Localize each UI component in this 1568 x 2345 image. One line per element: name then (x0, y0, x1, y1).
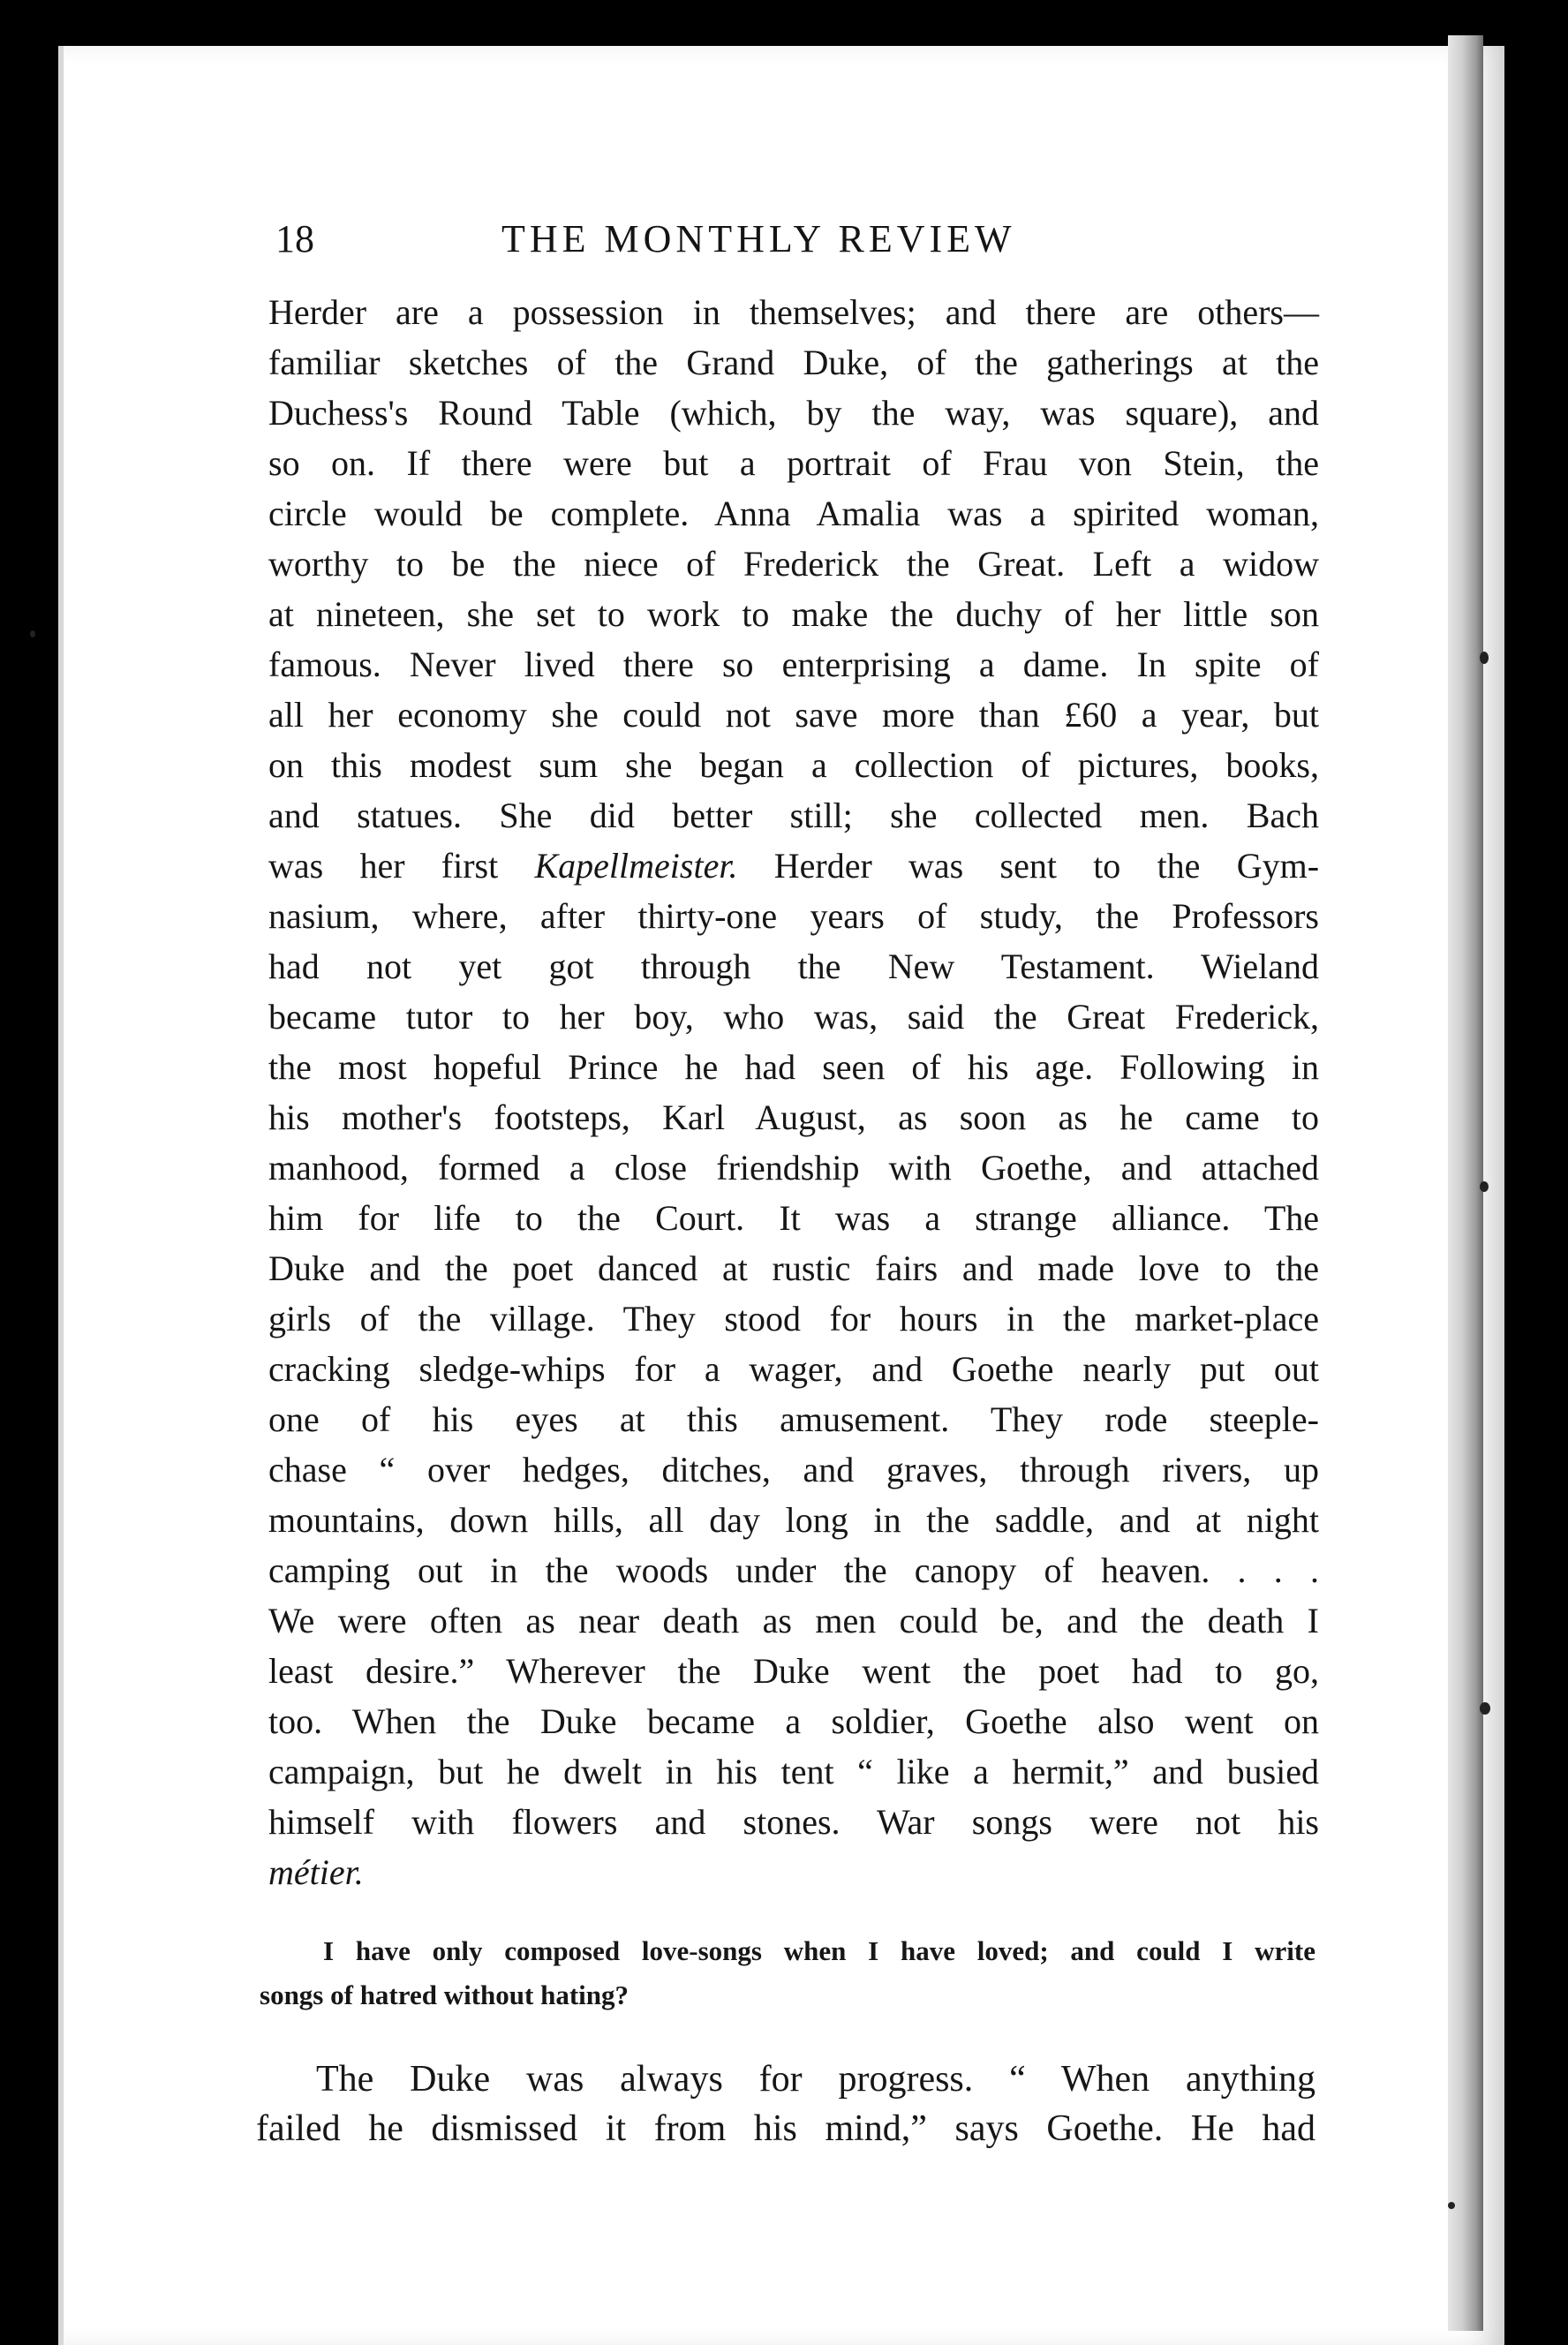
text-line: one of his eyes at this amusement. They rode steeple- (268, 1399, 1319, 1439)
italic-term-metier: métier. (268, 1852, 364, 1892)
text-line: campaign, but he dwelt in his tent “ like a hermit,” and busied (268, 1752, 1319, 1791)
text-line: Duchess's Round Table (which, by the way, was square), and (268, 393, 1319, 433)
text-line: manhood, formed a close friendship with Goethe, and attached (268, 1148, 1319, 1188)
text-line: The Duke was always for progress. “ When anything (316, 2059, 1315, 2100)
page-number: 18 (275, 217, 314, 260)
text-line: too. When the Duke became a soldier, Goethe also went on (268, 1701, 1319, 1741)
text-line: himself with flowers and stones. War songs were not his (268, 1802, 1319, 1842)
text-line: worthy to be the niece of Frederick the Great. Left a widow (268, 544, 1319, 584)
text-line: familiar sketches of the Grand Duke, of the gatherings at the (268, 343, 1319, 382)
text-line: at nineteen, she set to work to make the duchy of her little son (268, 594, 1319, 634)
text-line: nasium, where, after thirty-one years of study, the Professors (268, 896, 1319, 936)
block-quote (260, 1929, 1315, 2017)
text-line: the most hopeful Prince he had seen of his age. Following in (268, 1047, 1319, 1087)
second-paragraph (256, 2055, 1315, 2153)
text-line: on this modest sum she began a collection of pictures, books, (268, 745, 1319, 785)
text-line: failed he dismissed it from his mind,” says Goethe. He had (256, 2108, 1315, 2149)
text-line: girls of the village. They stood for hours in the market-place (268, 1299, 1319, 1338)
scan-speck (30, 630, 35, 637)
text-line: chase “ over hedges, ditches, and graves, through rivers, up (268, 1450, 1319, 1489)
text-line: famous. Never lived there so enterprising a dame. In spite of (268, 645, 1319, 684)
text-line: camping out in the woods under the canopy of heaven. . . . (268, 1550, 1319, 1590)
text-segment: Herder was sent to the Gym- (773, 846, 1320, 886)
text-line: had not yet got through the New Testament. Wieland (268, 946, 1319, 986)
text-line: Herder are a possession in themselves; and there are others— (268, 292, 1319, 332)
quote-line: songs of hatred without hating? (260, 1979, 629, 2010)
text-line: We were often as near death as men could be, and the death I (268, 1601, 1319, 1640)
page-header (275, 216, 1317, 278)
page-binding-edge (1448, 35, 1483, 2331)
main-paragraph (268, 287, 1319, 1897)
text-line: all her economy she could not save more than £60 a year, but (268, 695, 1319, 735)
running-head: THE MONTHLY REVIEW (501, 217, 1016, 260)
text-line-with-italic (268, 841, 1319, 891)
text-segment: was her first (268, 846, 499, 886)
text-line: him for life to the Court. It was a strange alliance. The (268, 1198, 1319, 1238)
scan-speck (1448, 2202, 1455, 2209)
scan-speck (1480, 652, 1489, 664)
quote-line: I have only composed love-songs when I have loved; and could I write (323, 1935, 1315, 1966)
text-line: became tutor to her boy, who was, said the Great Frederick, (268, 997, 1319, 1037)
text-line: least desire.” Wherever the Duke went the poet had to go, (268, 1651, 1319, 1691)
text-line: cracking sledge-whips for a wager, and Goethe nearly put out (268, 1349, 1319, 1389)
italic-term-kapellmeister: Kapellmeister. (534, 846, 738, 886)
text-line: Duke and the poet danced at rustic fairs and made love to the (268, 1248, 1319, 1288)
text-line: his mother's footsteps, Karl August, as soon as he came to (268, 1097, 1319, 1137)
text-line: mountains, down hills, all day long in the saddle, and at night (268, 1500, 1319, 1540)
scan-speck (1480, 1702, 1490, 1715)
text-line: and statues. She did better still; she collected men. Bach (268, 795, 1319, 835)
scan-speck (1480, 1181, 1489, 1192)
text-line: circle would be complete. Anna Amalia was a spirited woman, (268, 494, 1319, 533)
text-line: so on. If there were but a portrait of Frau von Stein, the (268, 443, 1319, 483)
